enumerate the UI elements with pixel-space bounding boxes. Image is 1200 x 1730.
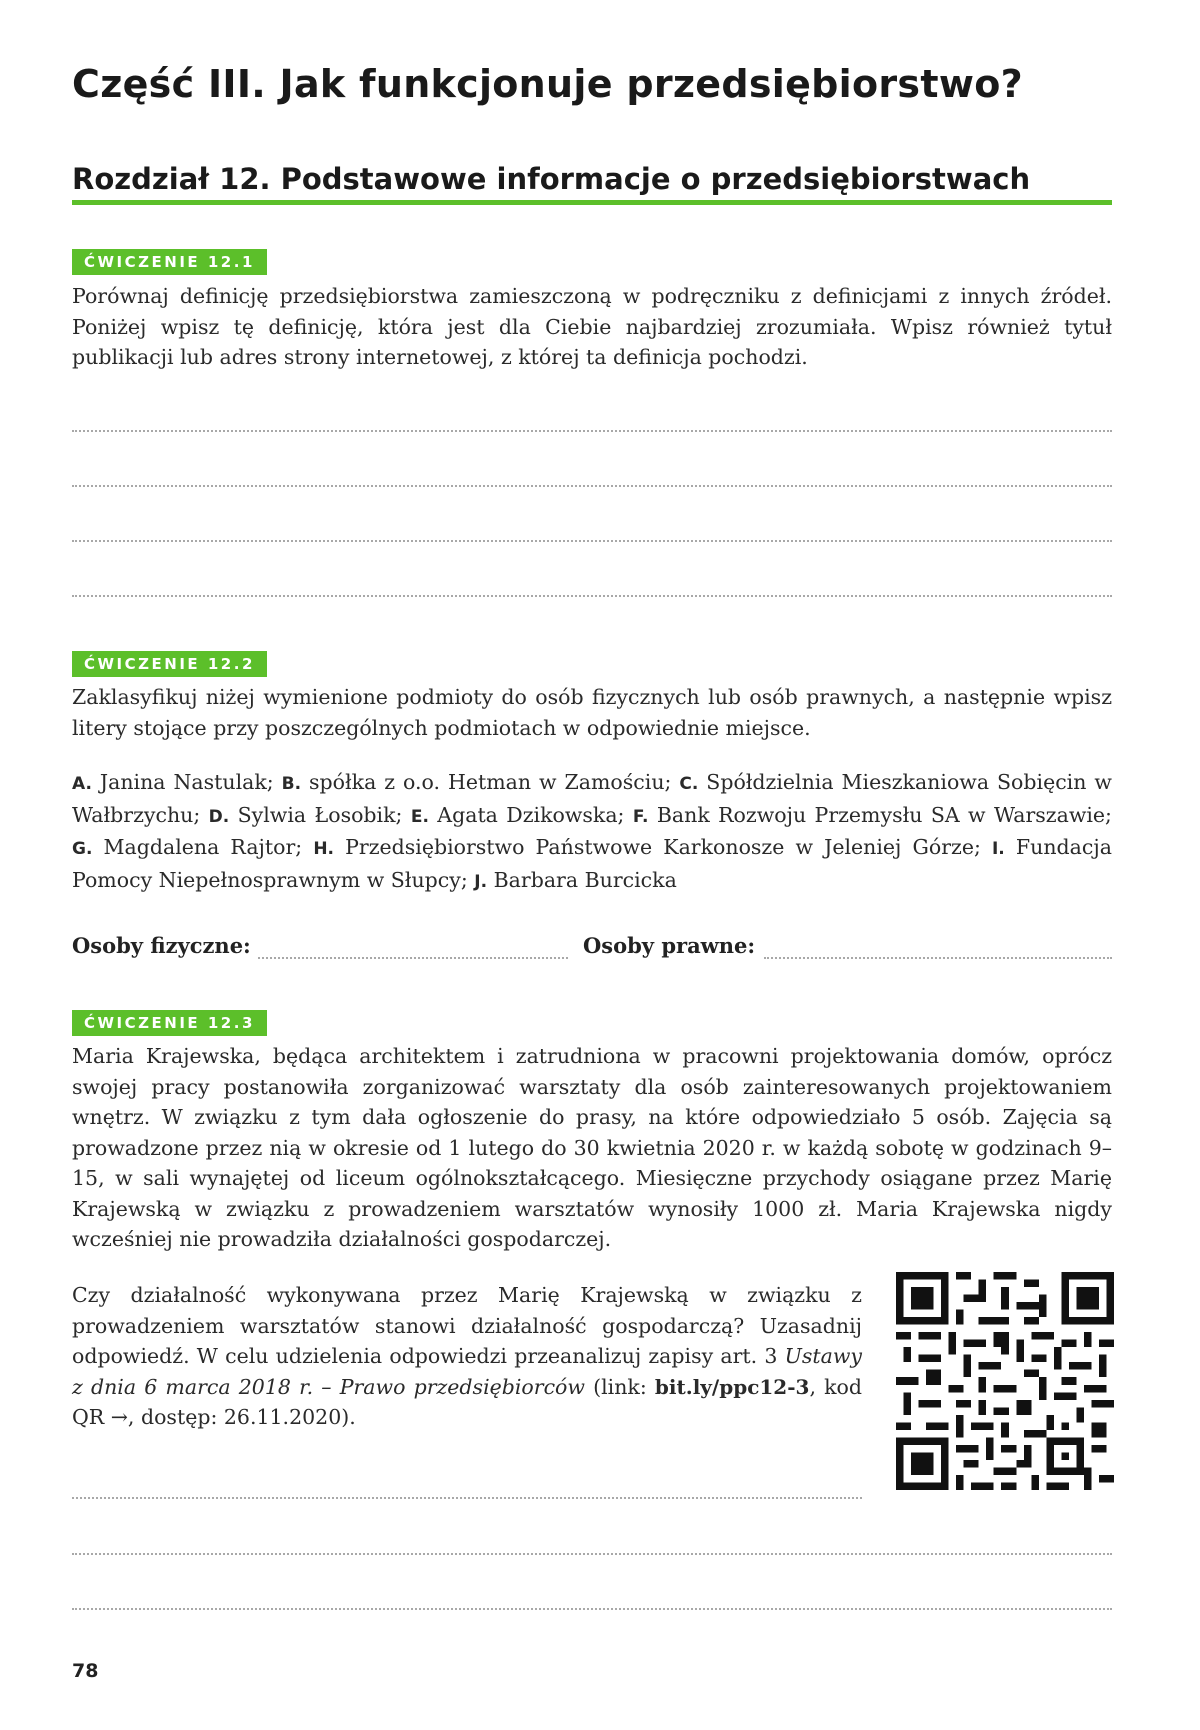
entity-name: spółka z o.o. Hetman w Zamościu; xyxy=(309,770,672,794)
answer-line[interactable] xyxy=(72,540,1112,542)
entity-name: Przedsiębiorstwo Państwowe Karkonosze w Jeleniej Górze; xyxy=(345,835,981,859)
answer-line-legal[interactable] xyxy=(764,957,1112,959)
entity-letter: G. xyxy=(72,839,93,859)
answer-line[interactable] xyxy=(72,430,1112,432)
qr-code-icon[interactable] xyxy=(896,1272,1114,1490)
entity-name: Sylwia Łosobik; xyxy=(237,802,403,827)
entity-letter: D. xyxy=(208,806,230,827)
answer-line[interactable] xyxy=(72,595,1112,597)
link-text[interactable]: bit.ly/ppc12-3 xyxy=(654,1374,810,1399)
page-number: 78 xyxy=(72,1660,99,1682)
entity-name: Spółdzielnia Mieszkaniowa Sobięcin w Wałbrzychu; xyxy=(72,770,1112,827)
entity-letter: J. xyxy=(474,871,488,892)
answer-line[interactable] xyxy=(72,1497,862,1499)
answer-line[interactable] xyxy=(72,1553,1112,1555)
law-title: Ustawy z dnia 6 marca 2018 r. – Prawo przedsiębiorców xyxy=(72,1344,862,1399)
link-prefix: (link: xyxy=(584,1374,655,1399)
answer-line[interactable] xyxy=(72,1608,1112,1610)
entity-name: Barbara Burcicka xyxy=(493,867,677,892)
entity-letter: H. xyxy=(313,839,334,859)
entity-name: Fundacja Pomocy Niepełnosprawnym w Słupcy; xyxy=(72,835,1112,892)
exercise-badge-12-3: ĆWICZENIE 12.3 xyxy=(72,1010,267,1036)
question-end: , kod QR →, dostęp: 26.11.2020). xyxy=(72,1374,862,1429)
entity-letter: B. xyxy=(281,774,302,794)
entity-letter: F. xyxy=(632,806,649,827)
entity-letter: I. xyxy=(991,839,1005,859)
exercise-badge-12-2: ĆWICZENIE 12.2 xyxy=(72,651,267,677)
entity-name: Bank Rozwoju Przemysłu SA w Warszawie; xyxy=(656,802,1112,827)
entity-name: Janina Nastulak; xyxy=(99,770,274,794)
exercise-12-2-text: Zaklasyfikuj niżej wymienione podmioty do osób fizycznych lub osób prawnych, a następnie wpisz litery stojące przy poszczególnych podmiotach w odpowiednie miejsce. xyxy=(72,685,1112,740)
entity-letter: A. xyxy=(72,774,92,794)
entity-name: Agata Dzikowska; xyxy=(437,802,625,827)
entity-letter: C. xyxy=(679,774,699,794)
answer-line-physical[interactable] xyxy=(258,957,568,959)
entity-list xyxy=(72,767,1112,897)
question-text: Czy działalność wykonywana przez Marię Krajewską w związku z prowadzeniem warsztatów stanowi działalność gospodarczą? Uzasadnij odpowiedź. W celu udzielenia odpowiedzi przeanalizuj zapisy art. 3 xyxy=(72,1283,862,1368)
chapter-title: Rozdział 12. Podstawowe informacje o przedsiębiorstwach xyxy=(72,162,1112,205)
label-osoby-prawne: Osoby prawne: xyxy=(583,933,756,958)
entity-letter: E. xyxy=(410,806,429,827)
answer-line[interactable] xyxy=(72,485,1112,487)
exercise-12-3-text: Maria Krajewska, będąca architektem i zatrudniona w pracowni projektowania domów, oprócz swojej pracy postanowiła zorganizować warsztaty dla osób zainteresowanych projektowaniem wnętrz. W związku z tym dała ogłoszenie do prasy, na które odpowiedziało 5 osób. Zajęcia są prowadzone przez nią w okresie od 1 lutego do 30 kwietnia 2020 r. w każdą sobotę w godzinach 9–15, w sali wynajętej od liceum ogólnokształcącego. Miesięczne przychody osiągane przez Marię Krajewską w związku z prowadzeniem warsztatów wynosiły 1000 zł. Maria Krajewska nigdy wcześniej nie prowadziła działalności gospodarczej. xyxy=(72,1044,1112,1251)
label-osoby-fizyczne: Osoby fizyczne: xyxy=(72,933,251,958)
part-title: Część III. Jak funkcjonuje przedsiębiorstwo? xyxy=(72,62,1023,106)
exercise-badge-12-1: ĆWICZENIE 12.1 xyxy=(72,249,267,275)
exercise-12-1-text: Porównaj definicję przedsiębiorstwa zamieszczoną w podręczniku z definicjami z innych źródeł. Poniżej wpisz tę definicję, która jest dla Ciebie najbardziej zrozumiała. Wpisz również tytuł publikacji lub adres strony internetowej, z której ta definicja pochodzi. xyxy=(72,284,1112,369)
exercise-12-3-question xyxy=(72,1280,862,1433)
entity-name: Magdalena Rajtor; xyxy=(103,835,303,859)
